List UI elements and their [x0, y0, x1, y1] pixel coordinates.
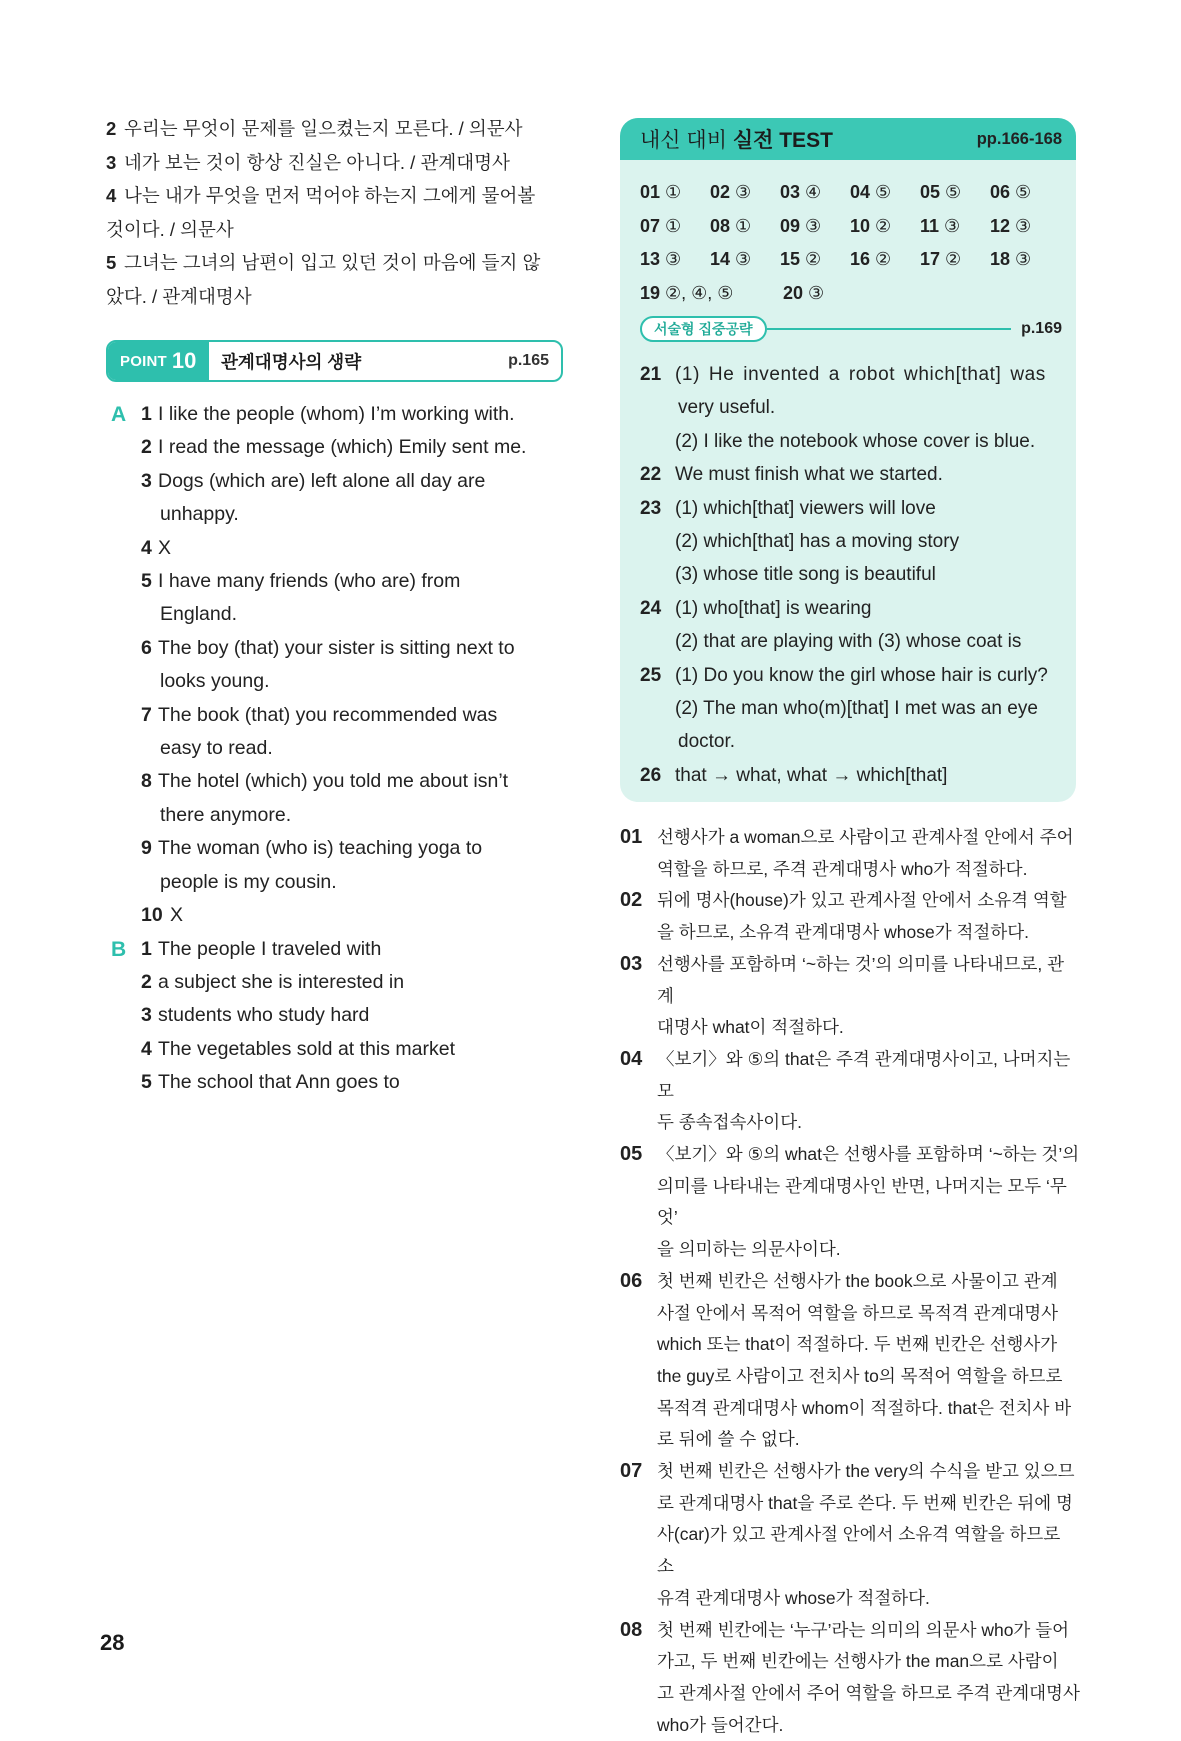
answer-row-continuation: England.	[160, 603, 237, 626]
test-answer-box	[620, 118, 1076, 802]
answer-row: 9 The woman (who is) teaching yoga to	[141, 837, 483, 860]
answer-row-continuation: unhappy.	[160, 503, 239, 526]
written-section-label: 서술형 집중공략	[640, 316, 767, 342]
list-item-continuation: 것이다. / 의문사	[106, 218, 234, 240]
written-row-continuation: (2) that are playing with (3) whose coat is	[675, 631, 1022, 653]
explanation-row: 06 첫 번째 빈칸은 선행사가 the book으로 사물이고 관계	[620, 1269, 1058, 1292]
test-header	[620, 118, 1076, 160]
explanation-row-continuation: 의미를 나타내는 관계대명사인 반면, 나머지는 모두 ‘무엇’	[657, 1175, 1067, 1228]
answer-row: B 1 The people I traveled with	[106, 933, 566, 966]
answer-row: 2 a subject she is interested in	[141, 970, 405, 993]
written-row: 21 (1) He invented a robot which[that] was	[640, 364, 1046, 385]
list-item: 2 우리는 무엇이 문제를 일으켰는지 모른다. / 의문사	[106, 118, 523, 139]
explanation-row-continuation: 사절 안에서 목적어 역할을 하므로 목적격 관계대명사	[657, 1302, 1059, 1323]
explanation-row-continuation: 로 뒤에 쓸 수 없다.	[657, 1429, 800, 1450]
answer-row: 2 I read the message (which) Emily sent me.	[141, 436, 527, 459]
answer-row: 3 students who study hard	[141, 1004, 370, 1027]
written-answers	[640, 358, 1070, 792]
answer-row-continuation: there anymore.	[160, 803, 292, 826]
written-page-ref: p.169	[1021, 320, 1062, 337]
written-row-continuation: (2) I like the notebook whose cover is blue.	[675, 430, 1036, 452]
answer-cell: 20 ③	[783, 282, 825, 303]
answer-cell: 14 ③	[710, 249, 752, 269]
explanation-row-continuation: 가고, 두 번째 빈칸에는 선행사가 the man으로 사람이	[657, 1651, 1059, 1672]
answer-cell: 17 ②	[920, 249, 962, 269]
written-row: 23 (1) which[that] viewers will love	[640, 497, 936, 519]
list-item-continuation: 았다. / 관계대명사	[106, 285, 252, 307]
explanation-row: 05 〈보기〉와 ⑤의 what은 선행사를 포함하며 ‘~하는 것’의	[620, 1143, 1080, 1166]
answer-cell: 19 ②, ④, ⑤	[640, 282, 734, 303]
explanation-row-continuation: the guy로 사람이고 전치사 to의 목적어 역할을 하므로	[657, 1365, 1063, 1386]
explanations	[620, 822, 1080, 1741]
answer-row: 8 The hotel (which) you told me about isn’t	[141, 770, 509, 793]
explanation-row-continuation: which 또는 that이 적절하다. 두 번째 빈칸은 선행사가	[657, 1334, 1058, 1355]
answer-cell: 03 ④	[780, 182, 822, 202]
answer-cell: 01 ①	[640, 182, 682, 202]
answer-row: 4 The vegetables sold at this market	[141, 1037, 455, 1060]
explanation-row-continuation: 로 관계대명사 that을 주로 쓴다. 두 번째 빈칸은 뒤에 명	[657, 1492, 1073, 1513]
page-number: 28	[100, 1630, 125, 1655]
written-row-continuation: doctor.	[678, 731, 736, 753]
answer-row: A 1 I like the people (whom) I’m working with.	[106, 398, 566, 431]
written-row: 24 (1) who[that] is wearing	[640, 597, 872, 619]
answer-row: 10 X	[141, 904, 184, 927]
explanation-row-continuation: 목적격 관계대명사 whom이 적절하다. that은 전치사 바	[657, 1397, 1072, 1418]
explanation-row-continuation: 역할을 하므로, 주격 관계대명사 who가 적절하다.	[657, 858, 1028, 879]
explanation-row: 07 첫 번째 빈칸은 선행사가 the very의 수식을 받고 있으므	[620, 1460, 1075, 1483]
answer-row-continuation: people is my cousin.	[160, 870, 337, 893]
written-section-header	[640, 316, 1062, 342]
point-title: 관계대명사의 생략	[221, 351, 362, 372]
written-row: 22 We must finish what we started.	[640, 464, 943, 486]
answer-grid-row	[640, 210, 1060, 244]
point-header	[106, 340, 563, 382]
test-title: 내신 대비 실전 TEST	[640, 129, 833, 152]
explanation-row-continuation: 고 관계사절 안에서 주어 역할을 하므로 주격 관계대명사	[657, 1682, 1080, 1703]
explanation-row: 03 선행사를 포함하며 ‘~하는 것’의 의미를 나타내므로, 관계	[620, 952, 1065, 1006]
answer-cell: 02 ③	[710, 182, 752, 202]
explanation-row-continuation: 두 종속접속사이다.	[657, 1112, 802, 1133]
explanation-row-continuation: 을 하므로, 소유격 관계대명사 whose가 적절하다.	[657, 922, 1030, 943]
prev-section-list	[106, 112, 566, 313]
divider	[767, 328, 1012, 330]
written-row-continuation: (3) whose title song is beautiful	[675, 564, 936, 586]
point-tag: POINT 10	[108, 342, 209, 380]
explanation-row-continuation: who가 들어간다.	[657, 1714, 784, 1735]
list-item: 5 그녀는 그녀의 남편이 입고 있던 것이 마음에 들지 않	[106, 252, 541, 273]
written-row: 26 that → what, what → which[that]	[640, 764, 948, 786]
point-title-bar	[209, 342, 561, 380]
explanation-row-continuation: 대명사 what이 적절하다.	[657, 1017, 844, 1038]
section-letter-a: A	[111, 403, 127, 426]
answer-grid-row	[640, 277, 1060, 311]
answer-cell: 06 ⑤	[990, 182, 1032, 202]
answer-cell: 05 ⑤	[920, 182, 962, 202]
answer-row-continuation: looks young.	[160, 670, 270, 693]
written-row-continuation: very useful.	[678, 397, 776, 419]
explanation-row-continuation: 유격 관계대명사 whose가 적절하다.	[657, 1587, 930, 1608]
answer-cell: 04 ⑤	[850, 182, 892, 202]
explanation-row-continuation: 사(car)가 있고 관계사절 안에서 소유격 역할을 하므로 소	[657, 1524, 1061, 1577]
list-item: 4 나는 내가 무엇을 먼저 먹어야 하는지 그에게 물어볼	[106, 185, 536, 206]
answer-cell: 08 ①	[710, 215, 752, 236]
explanation-row: 01 선행사가 a woman으로 사람이고 관계사절 안에서 주어	[620, 826, 1074, 848]
answer-cell: 13 ③	[640, 249, 682, 269]
point-page-ref: p.165	[508, 352, 549, 369]
explanation-row: 08 첫 번째 빈칸에는 ‘누구’라는 의미의 의문사 who가 들어	[620, 1618, 1070, 1641]
answer-row: 5 The school that Ann goes to	[141, 1071, 400, 1094]
answer-row: 7 The book (that) you recommended was	[141, 703, 498, 726]
answer-row-continuation: easy to read.	[160, 737, 273, 760]
written-row-continuation: (2) The man who(m)[that] I met was an eye	[675, 698, 1038, 720]
answer-cell: 16 ②	[850, 249, 892, 269]
answer-cell: 18 ③	[990, 249, 1032, 269]
section-letter-b: B	[111, 937, 127, 961]
answer-cell: 15 ②	[780, 249, 822, 269]
point-answers	[106, 398, 566, 1100]
answer-grid	[640, 176, 1060, 310]
answer-cell: 11 ③	[920, 215, 961, 236]
explanation-row: 02 뒤에 명사(house)가 있고 관계사절 안에서 소유격 역할	[620, 889, 1067, 912]
answer-cell: 09 ③	[780, 215, 822, 236]
answer-grid-row	[640, 176, 1060, 210]
answer-row: 3 Dogs (which are) left alone all day are	[141, 469, 486, 492]
answer-row: 6 The boy (that) your sister is sitting next to	[141, 636, 515, 659]
answer-cell: 10 ②	[850, 215, 892, 236]
written-row-continuation: (2) which[that] has a moving story	[675, 531, 960, 553]
list-item: 3 네가 보는 것이 항상 진실은 아니다. / 관계대명사	[106, 151, 510, 173]
answer-cell: 12 ③	[990, 215, 1032, 236]
answer-cell: 07 ①	[640, 215, 682, 236]
answer-row: 4 X	[141, 536, 172, 559]
answer-row: 5 I have many friends (who are) from	[141, 570, 461, 593]
written-row: 25 (1) Do you know the girl whose hair is curly?	[640, 664, 1048, 686]
answer-grid-row	[640, 243, 1060, 277]
test-page-ref: pp.166-168	[976, 129, 1062, 148]
explanation-row-continuation: 을 의미하는 의문사이다.	[657, 1239, 841, 1260]
explanation-row: 04 〈보기〉와 ⑤의 that은 주격 관계대명사이고, 나머지는 모	[620, 1047, 1071, 1101]
